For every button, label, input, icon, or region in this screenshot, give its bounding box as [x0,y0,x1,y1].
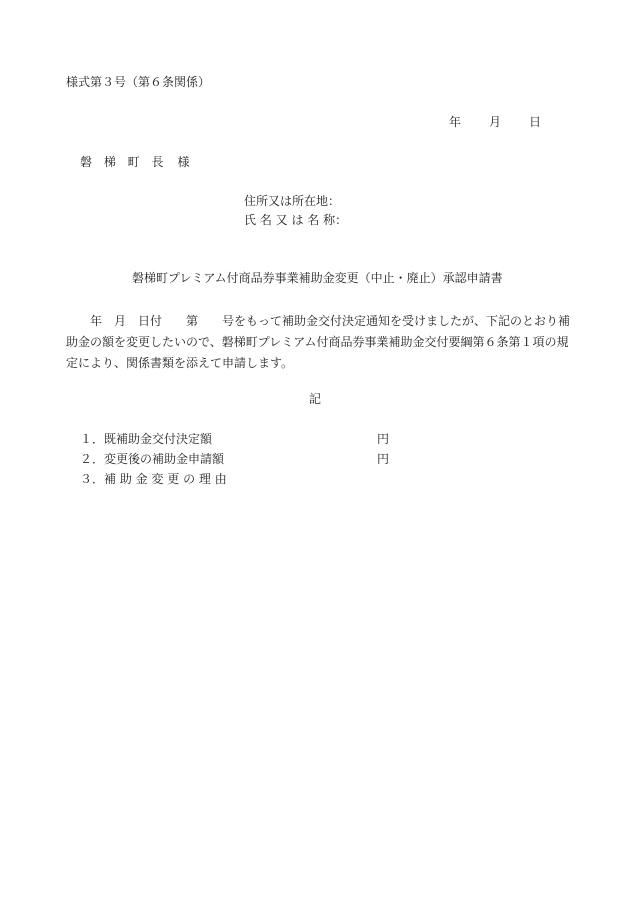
body-line-1: 年 月 日付 第 号をもって補助金交付決定通知を受けましたが、下記のとおり補 [66,314,571,328]
applicant-address-label: 住所又は所在地： [244,194,341,208]
body-line-2: 助金の額を変更したいので、磐梯町プレミアム付商品券事業補助金交付要綱第６条第１項の規 [66,335,569,349]
item-list [80,433,400,493]
item-unit: 円 [377,432,390,446]
applicant-block [244,195,347,233]
item-label: 既補助金交付決定額 [104,432,213,446]
body-line-3: 定により、関係書類を添えて申請します。 [66,356,294,370]
body-paragraph [66,311,576,374]
date-month-label: 月 [489,115,502,129]
form-number: 様式第３号（第６条関係） [66,75,211,89]
date-year-label: 年 [449,115,462,129]
date-line [449,116,541,128]
addressee-honorific: 様 [177,155,190,169]
addressee [80,156,189,168]
item-number: ３． [80,472,105,486]
item-number: １． [80,432,105,446]
addressee-name: 磐 梯 町 長 [80,155,168,169]
item-unit: 円 [377,452,390,466]
item-number: ２． [80,452,105,466]
applicant-name-label: 氏 名 又 は 名 称： [244,213,348,227]
list-item [80,473,400,493]
list-item [80,453,400,473]
item-label: 変更後の補助金申請額 [104,452,225,466]
item-label: 補 助 金 変 更 の 理 由 [104,472,227,486]
document-title: 磐梯町プレミアム付商品券事業補助金変更（中止・廃止）承認申請書 [132,271,503,285]
ki-heading: 記 [309,392,322,406]
date-day-label: 日 [529,115,542,129]
list-item [80,433,400,453]
